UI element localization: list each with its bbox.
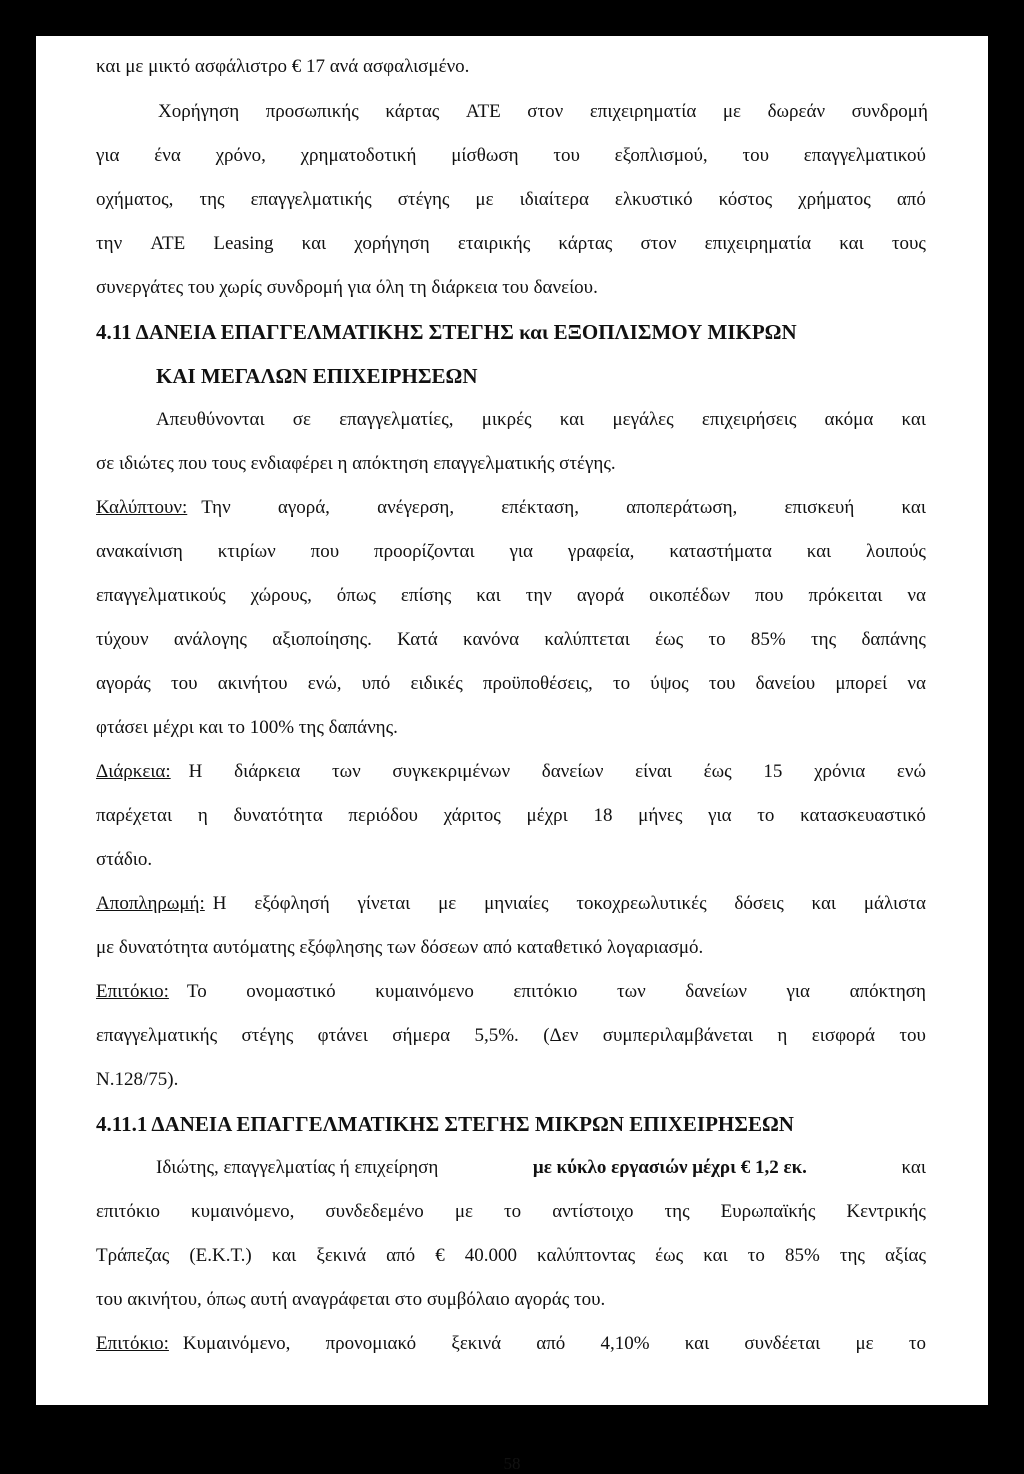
word: δωρεάν — [767, 101, 826, 122]
word: μέχρι — [526, 805, 568, 826]
word: χρόνια — [814, 761, 866, 782]
word: με — [855, 1333, 874, 1354]
word: συνδέεται — [744, 1333, 821, 1354]
word: της — [199, 189, 225, 210]
word: αγορά, — [277, 497, 330, 518]
ate-paragraph-line — [158, 99, 928, 125]
word: απόκτηση — [849, 981, 926, 1002]
word: κτιρίων — [217, 541, 276, 562]
small-business-intro-line — [156, 1155, 926, 1181]
word: 18 — [593, 805, 613, 826]
word: επιχειρηματία — [704, 233, 812, 254]
word: λοιπούς — [866, 541, 926, 562]
word: μπορεί — [835, 673, 888, 694]
word: επιτόκιο — [513, 981, 578, 1002]
cover-line: φτάσει μέχρι και το 100% της δαπάνης. — [96, 717, 398, 738]
word: εξοπλισμού, — [614, 145, 708, 166]
small-rate-first-line — [96, 1331, 926, 1357]
word: του — [899, 1025, 926, 1046]
word: δανείου — [755, 673, 816, 694]
word: κυμαινόμενο, — [191, 1201, 295, 1222]
word: προσωπικής — [265, 101, 359, 122]
word: και — [271, 1245, 297, 1266]
word: και — [839, 233, 864, 254]
word: ξεκινά — [451, 1333, 502, 1354]
word: Ευρωπαϊκής — [720, 1201, 816, 1222]
word: (Ε.Κ.Τ.) — [189, 1245, 252, 1266]
word: δόσεις — [734, 893, 784, 914]
small-business-line — [96, 1243, 926, 1269]
word: και — [476, 585, 501, 606]
word: Την — [201, 497, 231, 518]
cover-line — [96, 627, 926, 653]
word: κατασκευαστικό — [800, 805, 926, 826]
duration-line — [96, 803, 926, 829]
rate-line: Ν.128/75). — [96, 1069, 179, 1090]
word: χορήγηση — [354, 233, 430, 254]
small-business-line — [96, 1199, 926, 1225]
cover-first-text — [201, 495, 926, 521]
cover-first-line — [96, 495, 926, 521]
word: ανέγερση, — [377, 497, 455, 518]
word: προνομιακό — [325, 1333, 417, 1354]
word: περιόδου — [348, 805, 418, 826]
word: σήμερα — [392, 1025, 451, 1046]
word: και — [901, 409, 926, 430]
word: Κυμαινόμενο, — [182, 1333, 291, 1354]
word: 5,5%. — [474, 1025, 519, 1046]
word: του — [742, 145, 770, 166]
word: η — [777, 1025, 788, 1046]
word: συνδεδεμένο — [325, 1201, 424, 1222]
word: αξίας — [884, 1245, 926, 1266]
audience-line — [156, 407, 926, 433]
word: χώρους, — [250, 585, 312, 606]
word: κάρτας — [385, 101, 440, 122]
small-rate-first-text — [183, 1331, 926, 1357]
word: που — [754, 585, 784, 606]
repayment-line: με δυνατότητα αυτόματης εξόφλησης των δόσεων από καταθετικό λογαριασμό. — [96, 937, 704, 958]
intro-start-text: Ιδιώτης, επαγγελματίας ή επιχείρηση — [156, 1157, 439, 1178]
word: καταστήματα — [669, 541, 772, 562]
word: διάρκεια — [234, 761, 301, 782]
rate-first-text — [187, 979, 926, 1005]
word: παρέχεται — [96, 805, 173, 826]
duration-first-line — [96, 759, 926, 785]
duration-line: στάδιο. — [96, 849, 153, 870]
word: του — [553, 145, 580, 166]
cover-line — [96, 539, 926, 565]
section-heading-cont: ΚΑΙ ΜΕΓΑΛΩΝ ΕΠΙΧΕΙΡΗΣΕΩΝ — [156, 364, 478, 388]
word: ένα — [154, 145, 181, 166]
word: έως — [655, 629, 684, 650]
word: Η — [212, 893, 227, 914]
word: ονομαστικό — [246, 981, 336, 1002]
word: έως — [655, 1245, 684, 1266]
word: της — [811, 629, 837, 650]
word: και — [684, 1333, 710, 1354]
word: το — [504, 1201, 522, 1222]
word: επίσης — [400, 585, 452, 606]
word: του — [708, 673, 736, 694]
word: και — [559, 409, 585, 430]
word: ακόμα — [824, 409, 874, 430]
word: το — [612, 673, 631, 694]
word: δανείων — [685, 981, 747, 1002]
rate-first-line — [96, 979, 926, 1005]
word: το — [757, 805, 775, 826]
word: σε — [292, 409, 312, 430]
word: δαπάνης — [861, 629, 926, 650]
word: αντίστοιχο — [552, 1201, 634, 1222]
cover-line — [96, 671, 926, 697]
word: με — [454, 1201, 473, 1222]
document-page — [36, 36, 988, 1473]
word: ανάλογης — [173, 629, 247, 650]
word: με — [722, 101, 742, 122]
duration-label: Διάρκεια: — [96, 761, 171, 782]
word: ΑΤΕ — [465, 101, 501, 122]
word: Χορήγηση — [158, 101, 240, 122]
word: κόστος — [718, 189, 773, 210]
word: από — [386, 1245, 416, 1266]
word: χρόνο, — [215, 145, 266, 166]
word: επαγγελματικής — [96, 1025, 218, 1046]
word: Κατά — [397, 629, 438, 650]
word: συμπεριλαμβάνεται — [602, 1025, 753, 1046]
word: επιτόκιο — [96, 1201, 161, 1222]
word: επέκταση, — [501, 497, 579, 518]
word: 40.000 — [464, 1245, 517, 1266]
word: επιχειρήσεις — [701, 409, 797, 430]
word: και — [811, 893, 837, 914]
word: (Δεν — [543, 1025, 579, 1046]
word: τύχουν — [96, 629, 149, 650]
word: ξεκινά — [316, 1245, 367, 1266]
word: 85% — [750, 629, 786, 650]
word: ΑΤΕ — [150, 233, 186, 254]
word: να — [907, 585, 926, 606]
word: χρήματος — [798, 189, 871, 210]
word: 15 — [763, 761, 783, 782]
word: μικρές — [481, 409, 532, 430]
word: αγορά — [576, 585, 625, 606]
word: στέγης — [397, 189, 450, 210]
repayment-first-text — [213, 891, 926, 917]
word: φτάνει — [317, 1025, 368, 1046]
word: συγκεκριμένων — [392, 761, 511, 782]
word: οικοπέδων — [649, 585, 730, 606]
word: και — [901, 497, 926, 518]
word: να — [907, 673, 926, 694]
word: καλύπτεται — [544, 629, 630, 650]
word: ελκυστικό — [614, 189, 693, 210]
word: από — [896, 189, 926, 210]
repayment-label: Αποπληρωμή: — [96, 893, 205, 914]
word: και — [301, 233, 327, 254]
word: επαγγελματικού — [803, 145, 926, 166]
word: των — [616, 981, 646, 1002]
section-heading: 4.11 ΔΑΝΕΙΑ ΕΠΑΓΓΕΛΜΑΤΙΚΗΣ ΣΤΕΓΗΣ και ΕΞΟΠΛΙΣΜΟΥ ΜΙΚΡΩΝ — [96, 320, 797, 344]
ate-paragraph-line — [96, 143, 926, 169]
word: χάριτος — [443, 805, 501, 826]
repayment-first-line — [96, 891, 926, 917]
word: γίνεται — [357, 893, 411, 914]
word: των — [331, 761, 361, 782]
word: εταιρικής — [457, 233, 531, 254]
word: η — [197, 805, 208, 826]
intro-line: και με μικτό ασφάλιστρο € 17 ανά ασφαλισμένο. — [96, 56, 470, 77]
word: που — [310, 541, 340, 562]
word: στον — [527, 101, 564, 122]
word: στον — [640, 233, 677, 254]
word: δανείων — [541, 761, 604, 782]
word: μηνιαίες — [484, 893, 549, 914]
word: ειδικές — [410, 673, 463, 694]
word: της — [664, 1201, 690, 1222]
word: συνδρομή — [851, 101, 928, 122]
word: από — [536, 1333, 566, 1354]
word: με — [438, 893, 457, 914]
word: με — [475, 189, 494, 210]
word: του — [171, 673, 198, 694]
word: γραφεία, — [567, 541, 635, 562]
word: την — [96, 233, 123, 254]
word: στέγης — [241, 1025, 294, 1046]
word: ιδιαίτερα — [519, 189, 589, 210]
word: Τράπεζας — [96, 1245, 170, 1266]
word: το — [908, 1333, 926, 1354]
word: επαγγελματικούς — [96, 585, 226, 606]
cover-label: Καλύπτουν: — [96, 497, 188, 518]
word: όπως — [336, 585, 376, 606]
word: Κεντρικής — [846, 1201, 926, 1222]
word: 4,10% — [600, 1333, 650, 1354]
word: μάλιστα — [863, 893, 926, 914]
word: μήνες — [638, 805, 683, 826]
word: της — [839, 1245, 865, 1266]
rate-line — [96, 1023, 926, 1049]
rate-label: Επιτόκιο: — [96, 981, 169, 1002]
word: κυμαινόμενο — [375, 981, 474, 1002]
duration-first-text — [189, 759, 926, 785]
word: ενώ — [896, 761, 926, 782]
word: Η — [188, 761, 203, 782]
word: 85% — [784, 1245, 820, 1266]
word: την — [525, 585, 552, 606]
word: δυνατότητα — [233, 805, 323, 826]
word: αποπεράτωση, — [626, 497, 738, 518]
word: τοκοχρεωλυτικές — [576, 893, 707, 914]
word: επιχειρηματία — [589, 101, 697, 122]
word: επαγγελματίες, — [339, 409, 454, 430]
small-business-line: του ακινήτου, όπως αυτή αναγράφεται στο συμβόλαιο αγοράς του. — [96, 1289, 606, 1310]
word: και — [703, 1245, 728, 1266]
word: επαγγελματικής — [250, 189, 372, 210]
word: αγοράς — [96, 673, 151, 694]
cover-line — [96, 583, 926, 609]
word: εξόφλησή — [254, 893, 330, 914]
word: κάρτας — [558, 233, 613, 254]
ate-paragraph-line — [96, 187, 926, 213]
word: για — [786, 981, 810, 1002]
word: Leasing — [213, 233, 274, 254]
word: ύψος — [650, 673, 689, 694]
word: κανόνα — [463, 629, 520, 650]
word: καλύπτοντας — [537, 1245, 636, 1266]
subsection-heading: 4.11.1 ΔΑΝΕΙΑ ΕΠΑΓΓΕΛΜΑΤΙΚΗΣ ΣΤΕΓΗΣ ΜΙΚΡΩΝ ΕΠΙΧΕΙΡΗΣΕΩΝ — [96, 1112, 794, 1136]
word: μεγάλες — [612, 409, 674, 430]
small-rate-label: Επιτόκιο: — [96, 1333, 169, 1354]
word: για — [509, 541, 533, 562]
word: έως — [703, 761, 732, 782]
word: χρηματοδοτική — [300, 145, 417, 166]
word: το — [708, 629, 726, 650]
word: προϋποθέσεις, — [482, 673, 593, 694]
ate-paragraph-line: συνεργάτες του χωρίς συνδρομή για όλη τη διάρκεια του δανείου. — [96, 277, 598, 298]
word: ενώ, — [307, 673, 342, 694]
word: υπό — [361, 673, 391, 694]
word: Το — [186, 981, 207, 1002]
word: επισκευή — [784, 497, 855, 518]
intro-end-text: και — [901, 1157, 926, 1178]
audience-line: σε ιδιώτες που τους ενδιαφέρει η απόκτηση επαγγελματικής στέγης. — [96, 453, 616, 474]
word: πρόκειται — [808, 585, 883, 606]
word: και — [806, 541, 832, 562]
ate-paragraph-line — [96, 231, 926, 257]
word: είναι — [635, 761, 672, 782]
word: για — [96, 145, 120, 166]
word: προορίζονται — [374, 541, 475, 562]
page-number: 58 — [503, 1454, 521, 1473]
word: αξιοποίησης. — [272, 629, 372, 650]
word: εισφορά — [811, 1025, 875, 1046]
word: τους — [891, 233, 926, 254]
word: για — [708, 805, 732, 826]
word: το — [747, 1245, 765, 1266]
word: € — [435, 1245, 445, 1266]
intro-bold-text: με κύκλο εργασιών μέχρι € 1,2 εκ. — [532, 1157, 807, 1178]
word: οχήματος, — [96, 189, 174, 210]
word: ακινήτου — [217, 673, 288, 694]
word: Απευθύνονται — [156, 409, 265, 430]
word: ανακαίνιση — [96, 541, 183, 562]
word: μίσθωση — [451, 145, 519, 166]
